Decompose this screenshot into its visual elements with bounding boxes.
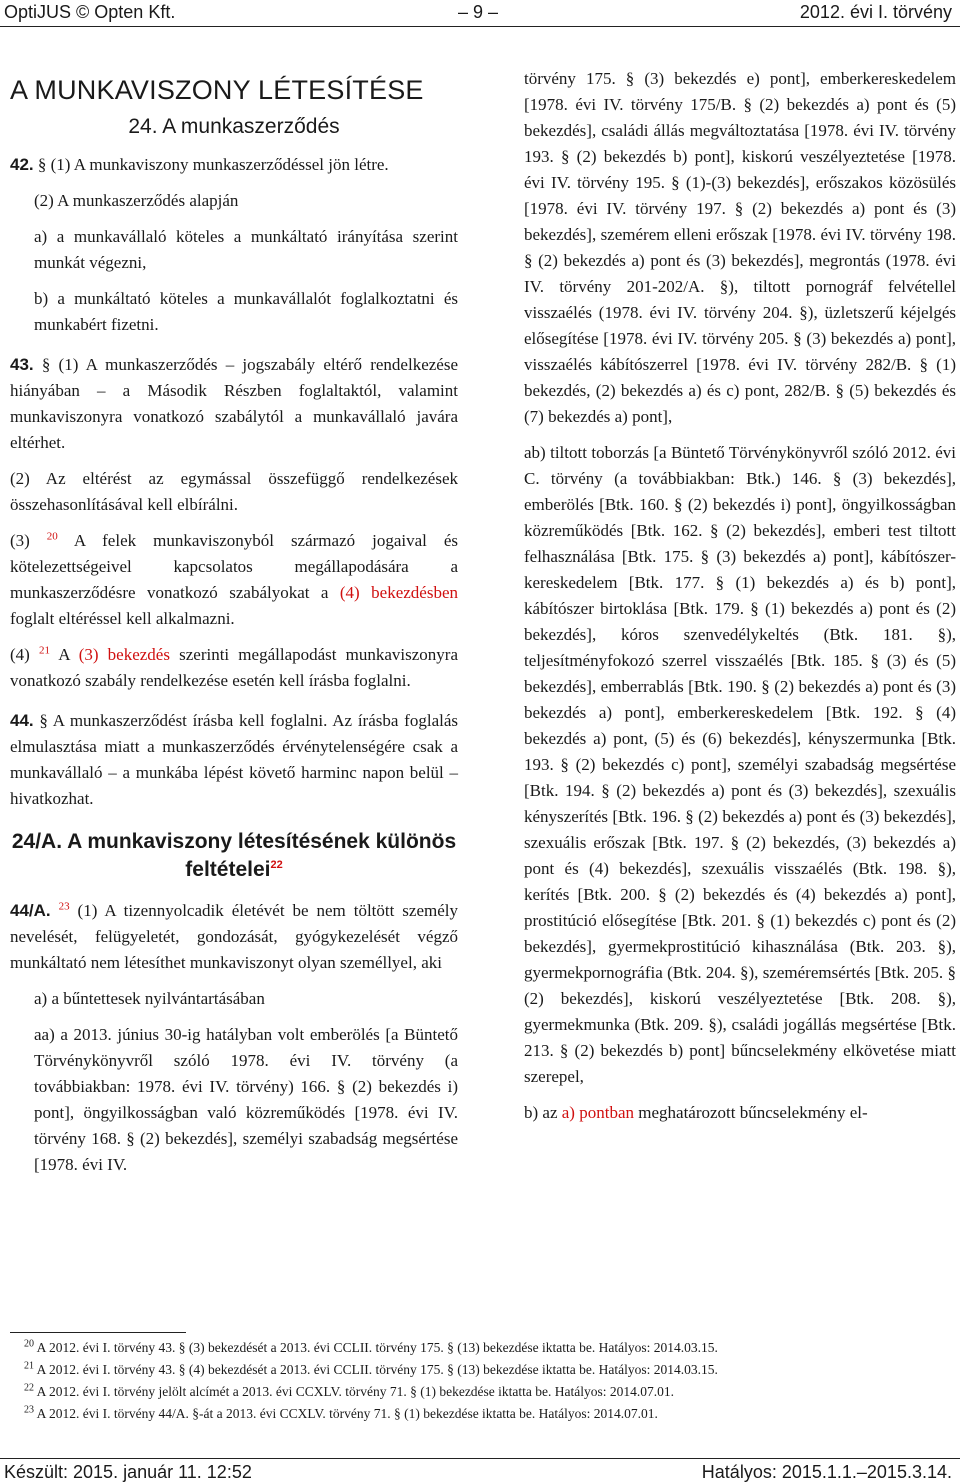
- cross-reference-link[interactable]: (3) bekezdés: [78, 645, 170, 664]
- point-44a-aa-continued: törvény 175. § (3) bekezdés e) pont], emberkereskedelem [1978. évi IV. törvény 175/B. § (2) bekezdés a) pont és (5) bekezdés], családi állás megváltoztatása [1978. évi IV. törvény 193. § (2) bekezdés b) pont], kiskorú veszélyeztetése [1978. évi IV. törvény 195. § (1)-(3) bekezdés], erőszakos közösülés [1978. évi IV. törvény 197. § (2) bekezdés a) pont és (3) bekezdés], szemérem elleni erőszak [1978. évi IV. törvény 198. § (2) bekezdés a) pont és (3) bekezdés], megrontás (1978. évi IV. törvény 201-202/A. §), tiltott pornográf felvétellel visszaélés (1978. évi IV. törvény 204. §), üzletszerű kéjelgés elősegítése [1978. évi IV. törvény 205. § (3) bekezdés a) pont], visszaélés kábítószerrel [1978. évi IV. törvény 282/B. § (1) bekezdés, (2) bekezdés a) és c) pont, 282/B. § (5) bekezdés és (7) bekezdés a) pont],: [524, 69, 956, 426]
- paragraph-42-2: (2) A munkaszerződés alapján: [34, 191, 239, 210]
- point-44a-ab: ab) tiltott toborzás [a Büntető Törvénykönyvről szóló 2012. évi C. törvény (a továbbiakban: Btk.) 146. § (3) bekezdés], emberölés [Btk. 160. § (2) bekezdés i) pont], öngyilkosságban közreműködés [Btk. 162. § (2) bekezdés], emberi test tiltott felhasználása [Btk. 175. § (3) bekezdés a) pont], kábítószer-kereskedelem [Btk. 177. § (1) bekezdés a) és b) pont], kábítószer birtoklása [Btk. 179. § (1) bekezdés a) pont és (2) bekezdés], kóros szenvedélykeltés (Btk. 181. §), teljesítményfokozó szerrel visszaélés [Btk. 185. § (3) és (5) bekezdés], emberrablás [Btk. 190. § (2) bekezdés a) pont és (3) bekezdés a) pont], emberkereskedelem [Btk. 192. § (4) bekezdés a) pont, (5) és (6) bekezdés], kényszermunka [Btk. 193. § (2) bekezdés c) pont], személyi szabadság megsértése [Btk. 194. § (2) bekezdés a) pont és (3) bekezdés], szexuális kényszerítés [Btk. 196. § (2) bekezdés a) pont és (3) bekezdés], szexuális erőszak [Btk. 197. § (2) bekezdés, (3) bekezdés a) pont és (4) bekezdés], szexuális visszaélés (Btk. 198. §), kerítés [Btk. 200. § (2) bekezdés és (4) bekezdés a) pont], prostitúció elősegítése [Btk. 201. § (1) bekezdés c) pont és (2) bekezdés], gyermekprostitúció kihasználása (Btk. 203. §), gyermekpornográfia (Btk. 204. §), szeméremsértés [Btk. 205. § (2) bekezdés], kiskorú veszélyeztetése [Btk. 208. §), gyermekmunka (Btk. 209. §), családi jogállás megsértése [Btk. 213. § (2) bekezdés b) pont] bűncselekmény elkövetése miatt szerepel,: [524, 443, 956, 1086]
- paragraph-number: 43.: [10, 355, 34, 374]
- paragraph-42: [10, 152, 458, 178]
- paragraph-text: § A munkaszerződést írásba kell foglalni. Az írásba foglalás elmulasztása miatt a munkaszerződés érvénytelenségére csak a munkavállaló – a munkába lépést követő harminc napon belül – hivatkozhat.: [10, 711, 458, 808]
- footnote-ref-20[interactable]: 20: [46, 530, 58, 543]
- header-divider: [0, 26, 960, 27]
- paragraph-43-2: (2) Az eltérést az egymással összefüggő rendelkezések összehasonlításával kell elbírálni.: [10, 469, 458, 514]
- chapter-title: A MUNKAVISZONY LÉTESÍTÉSE: [10, 75, 424, 105]
- footnote-21: [24, 1362, 944, 1378]
- footer-effective: Hatályos: 2015.1.1.–2015.3.14.: [701, 1462, 952, 1482]
- point-lead: b) az: [524, 1103, 562, 1122]
- paragraph-44a-1: [10, 898, 458, 976]
- footnote-number: 20: [24, 1338, 34, 1350]
- paragraph-text-tail: foglalt eltéréssel kell alkalmazni.: [10, 609, 235, 628]
- paragraph-lead: (4): [10, 645, 39, 664]
- footnote-ref-23[interactable]: 23: [58, 900, 70, 913]
- section-title: 24. A munkaszerződés: [128, 115, 340, 138]
- paragraph-text: (1) A tizennyolcadik életévét be nem töltött személy nevelését, felügyeletét, gondozását, gyógykezelését végző munkáltató nem létesíthet munkaviszonyt olyan személlyel, aki: [10, 901, 458, 972]
- point-42-b: b) a munkáltató köteles a munkavállalót foglalkoztatni és munkabért fizetni.: [34, 289, 458, 334]
- footnote-number: 21: [24, 1360, 34, 1372]
- point-44a-b: [524, 1100, 956, 1126]
- paragraph-43-4: [10, 642, 458, 694]
- footnote-text: A 2012. évi I. törvény jelölt alcímét a 2013. évi CCXLV. törvény 71. § (1) bekezdése iktatta be. Hatályos: 2014.07.01.: [36, 1384, 675, 1399]
- paragraph-text: szerinti megállapodást munkaviszonyra vonatkozó szabály rendelkezése esetén kell írásba foglalni.: [10, 645, 459, 690]
- paragraph-number: 42.: [10, 155, 34, 174]
- footnote-ref-22[interactable]: 22: [270, 859, 283, 871]
- footnote-text: A 2012. évi I. törvény 43. § (3) bekezdését a 2013. évi CCLII. törvény 175. § (13) bekezdése iktatta be. Hatályos: 2014.03.15.: [36, 1340, 718, 1355]
- footnote-text: A 2012. évi I. törvény 43. § (4) bekezdését a 2013. évi CCLII. törvény 175. § (13) bekezdése iktatta be. Hatályos: 2014.03.15.: [36, 1362, 718, 1377]
- paragraph-43-1: [10, 352, 458, 456]
- footnote-text: A 2012. évi I. törvény 44/A. §-át a 2013. évi CCXLV. törvény 71. § (1) bekezdése iktatta be. Hatályos: 2014.07.01.: [36, 1406, 658, 1421]
- paragraph-text: § (1) A munkaszerződés – jogszabály eltérő rendelkezése hiányában – a Második Részben foglaltaktól, valamint munkaviszonyra vonatkozó szabálytól a munkavállaló javára eltérhet.: [10, 355, 458, 452]
- left-column: [10, 66, 458, 1178]
- paragraph-text: § (1) A munkaviszony munkaszerződéssel jön létre.: [33, 155, 389, 174]
- paragraph-number: 44.: [10, 711, 34, 730]
- footnote-ref-21[interactable]: 21: [38, 644, 50, 657]
- subsection-title-text: 24/A. A munkaviszony létesítésének különös feltételei: [11, 830, 457, 881]
- paragraph-text: A felek munkaviszonyból származó jogaival és kötelezettségeivel kapcsolatos megállapodására a munkaszerződésre vonatkozó szabályokat a: [10, 531, 458, 602]
- right-column: [524, 66, 956, 1126]
- cross-reference-link[interactable]: a) pontban: [561, 1103, 634, 1122]
- footnote-number: 23: [24, 1404, 34, 1416]
- footer-created: Készült: 2015. január 11. 12:52: [4, 1462, 252, 1482]
- paragraph-lead: (3): [10, 531, 47, 550]
- footnote-divider: [10, 1332, 186, 1333]
- paragraph-44: [10, 708, 458, 812]
- subsection-title: [10, 828, 458, 884]
- footer-divider: [0, 1458, 960, 1459]
- page-header: [0, 0, 960, 28]
- paragraph-text-pre: A: [49, 645, 79, 664]
- paragraph-43-3: [10, 528, 458, 632]
- cross-reference-link[interactable]: (4) bekezdésben: [339, 583, 458, 602]
- header-law-title: 2012. évi I. törvény: [799, 2, 952, 22]
- point-44a-a: a) a bűntettesek nyilvántartásában: [34, 989, 265, 1008]
- point-text: meghatározott bűncselekmény el-: [634, 1103, 868, 1122]
- footnote-20: [24, 1340, 944, 1356]
- point-42-a: a) a munkavállaló köteles a munkáltató irányítása szerint munkát végezni,: [34, 227, 458, 272]
- point-44a-aa: aa) a 2013. június 30-ig hatályban volt emberölés [a Büntető Törvénykönyvről szóló 1978. évi IV. törvény (a továbbiakban: 1978. évi IV. törvény) 166. § (2) bekezdés i) pont], öngyilkosságban való közreműködés [1978. évi IV. törvény 168. § (2) bekezdés], személyi szabadság megsértése [1978. évi IV.: [34, 1025, 458, 1174]
- footnote-22: [24, 1384, 944, 1400]
- footnote-23: [24, 1406, 944, 1422]
- paragraph-number: 44/A.: [10, 901, 51, 920]
- header-publisher: OptiJUS © Opten Kft.: [4, 2, 176, 22]
- footnote-number: 22: [24, 1382, 34, 1394]
- header-page-number: – 9 –: [458, 2, 499, 22]
